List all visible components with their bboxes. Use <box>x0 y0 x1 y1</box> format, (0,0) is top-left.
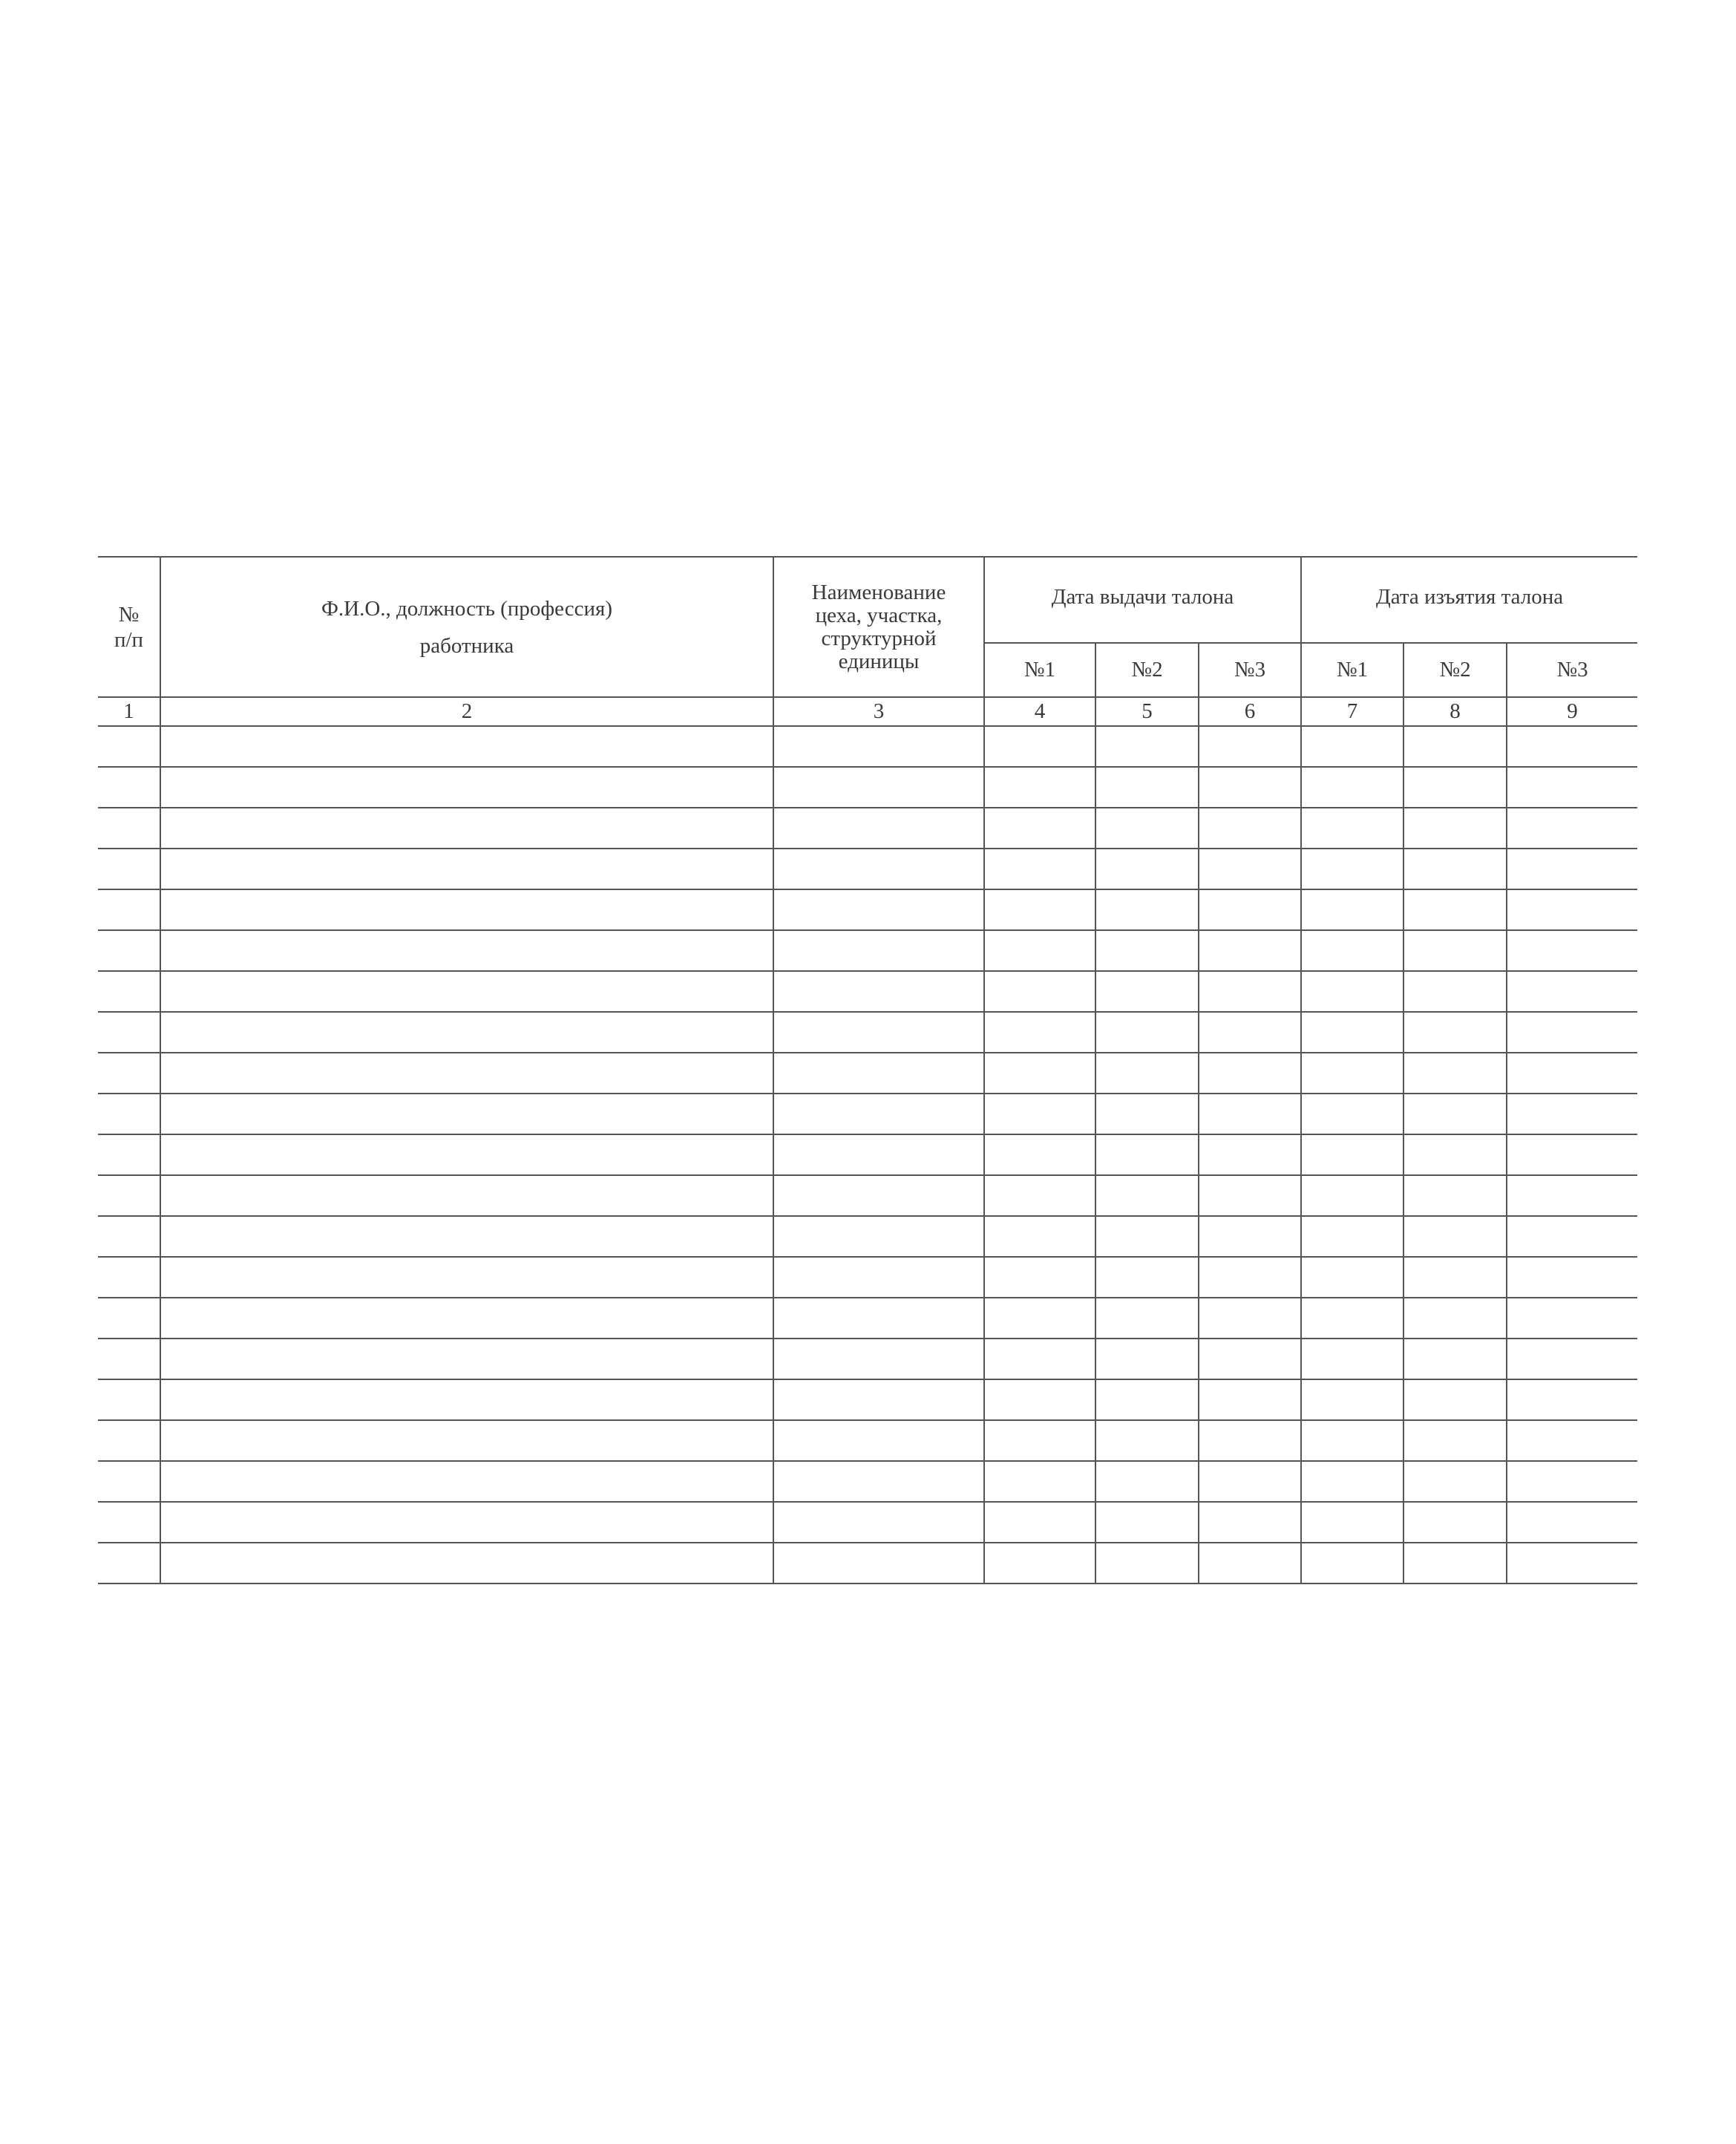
entry-cell[interactable] <box>1403 1339 1507 1379</box>
entry-cell[interactable] <box>773 1461 984 1502</box>
entry-cell[interactable] <box>1095 1216 1199 1257</box>
entry-cell[interactable] <box>1095 1502 1199 1543</box>
entry-cell[interactable] <box>1095 971 1199 1012</box>
entry-cell[interactable] <box>1199 1094 1301 1134</box>
entry-cell[interactable] <box>1403 1094 1507 1134</box>
entry-cell[interactable] <box>1301 1379 1403 1420</box>
entry-cell[interactable] <box>1095 849 1199 889</box>
entry-cell[interactable] <box>1301 1053 1403 1094</box>
talon-register-table <box>98 556 1637 1584</box>
entry-cell[interactable] <box>1095 889 1199 930</box>
header-issue-3: №3 <box>1199 643 1301 697</box>
table-row <box>98 1420 1637 1461</box>
entry-cell[interactable] <box>1403 1502 1507 1543</box>
entry-cell[interactable] <box>1507 1543 1637 1584</box>
entry-cell[interactable] <box>1301 849 1403 889</box>
header-unit-line4: единицы <box>838 649 920 673</box>
entry-cell[interactable] <box>1095 1339 1199 1379</box>
entry-cell[interactable] <box>1403 930 1507 971</box>
entry-cell[interactable] <box>984 1298 1095 1339</box>
header-withdraw-date-group <box>1301 557 1637 643</box>
column-number: 6 <box>1199 697 1301 726</box>
entry-cell[interactable] <box>1301 1298 1403 1339</box>
entry-cell[interactable] <box>1095 1420 1199 1461</box>
entry-cell[interactable] <box>1403 1012 1507 1053</box>
table-row <box>98 726 1637 767</box>
entry-cell[interactable] <box>1199 1134 1301 1175</box>
entry-cell[interactable] <box>984 1420 1095 1461</box>
entry-cell[interactable] <box>1199 1502 1301 1543</box>
entry-cell[interactable] <box>1301 1134 1403 1175</box>
table-row <box>98 971 1637 1012</box>
entry-cell[interactable] <box>1095 1053 1199 1094</box>
entry-cell[interactable] <box>1199 726 1301 767</box>
entry-cell[interactable] <box>1301 930 1403 971</box>
entry-cell[interactable] <box>98 1339 160 1379</box>
entry-cell[interactable] <box>773 1216 984 1257</box>
entry-cell[interactable] <box>1403 1420 1507 1461</box>
entry-cell[interactable] <box>160 930 773 971</box>
entry-cell[interactable] <box>1507 1502 1637 1543</box>
entry-cell[interactable] <box>1095 726 1199 767</box>
entry-cell[interactable] <box>1403 808 1507 849</box>
entry-cell[interactable] <box>1403 726 1507 767</box>
entry-cell[interactable] <box>98 889 160 930</box>
entry-cell[interactable] <box>1507 1134 1637 1175</box>
entry-cell[interactable] <box>773 1379 984 1420</box>
column-number: 1 <box>98 697 160 726</box>
entry-cell[interactable] <box>1199 1298 1301 1339</box>
entry-cell[interactable] <box>1507 1094 1637 1134</box>
entry-cell[interactable] <box>984 1094 1095 1134</box>
table-row <box>98 1134 1637 1175</box>
entry-cell[interactable] <box>1199 1420 1301 1461</box>
entry-cell[interactable] <box>98 1420 160 1461</box>
column-number: 2 <box>160 697 773 726</box>
entry-cell[interactable] <box>1403 1298 1507 1339</box>
entry-cell[interactable] <box>160 1053 773 1094</box>
entry-cell[interactable] <box>1199 1216 1301 1257</box>
column-number: 4 <box>984 697 1095 726</box>
entry-cell[interactable] <box>773 930 984 971</box>
entry-cell[interactable] <box>98 1175 160 1216</box>
header-row-number <box>98 557 160 697</box>
column-number-row <box>98 697 1637 726</box>
entry-cell[interactable] <box>1199 1012 1301 1053</box>
header-unit-line3: структурной <box>821 626 937 650</box>
entry-cell[interactable] <box>1403 1257 1507 1298</box>
entry-cell[interactable] <box>1507 1461 1637 1502</box>
entry-cell[interactable] <box>984 1257 1095 1298</box>
entry-cell[interactable] <box>98 849 160 889</box>
entry-cell[interactable] <box>1095 1461 1199 1502</box>
entry-cell[interactable] <box>1507 1012 1637 1053</box>
entry-cell[interactable] <box>1199 767 1301 808</box>
table-row <box>98 1543 1637 1584</box>
table-row <box>98 808 1637 849</box>
entry-cell[interactable] <box>160 1339 773 1379</box>
entry-cell[interactable] <box>1199 1175 1301 1216</box>
entry-cell[interactable] <box>1507 1379 1637 1420</box>
entry-cell[interactable] <box>160 849 773 889</box>
entry-cell[interactable] <box>1403 767 1507 808</box>
entry-cell[interactable] <box>984 971 1095 1012</box>
entry-cell[interactable] <box>984 1379 1095 1420</box>
entry-cell[interactable] <box>773 1257 984 1298</box>
header-number-abbrev: п/п <box>114 627 144 652</box>
entry-cell[interactable] <box>773 767 984 808</box>
column-number: 9 <box>1507 697 1637 726</box>
entry-cell[interactable] <box>1095 1175 1199 1216</box>
entry-cell[interactable] <box>98 1257 160 1298</box>
entry-cell[interactable] <box>98 1012 160 1053</box>
entry-cell[interactable] <box>160 1094 773 1134</box>
entry-cell[interactable] <box>1301 971 1403 1012</box>
header-withdraw-2: №2 <box>1403 643 1507 697</box>
entry-cell[interactable] <box>1301 1339 1403 1379</box>
entry-cell[interactable] <box>773 1339 984 1379</box>
entry-cell[interactable] <box>1507 1053 1637 1094</box>
table-row <box>98 1094 1637 1134</box>
entry-cell[interactable] <box>984 767 1095 808</box>
entry-cell[interactable] <box>1199 930 1301 971</box>
entry-cell[interactable] <box>984 1461 1095 1502</box>
entry-cell[interactable] <box>1095 1543 1199 1584</box>
entry-cell[interactable] <box>1507 1339 1637 1379</box>
entry-cell[interactable] <box>773 1502 984 1543</box>
table-row <box>98 1379 1637 1420</box>
entry-cell[interactable] <box>98 1502 160 1543</box>
entry-cell[interactable] <box>984 849 1095 889</box>
entry-cell[interactable] <box>160 1379 773 1420</box>
entry-cell[interactable] <box>1095 1298 1199 1339</box>
header-withdraw-1: №1 <box>1301 643 1403 697</box>
entry-cell[interactable] <box>984 930 1095 971</box>
entry-cell[interactable] <box>773 1094 984 1134</box>
entry-cell[interactable] <box>1199 1543 1301 1584</box>
entry-cell[interactable] <box>160 1216 773 1257</box>
entry-cell[interactable] <box>1199 889 1301 930</box>
entry-cell[interactable] <box>1199 971 1301 1012</box>
column-number: 8 <box>1403 697 1507 726</box>
entry-cell[interactable] <box>1095 767 1199 808</box>
column-number: 3 <box>773 697 984 726</box>
entry-cell[interactable] <box>98 726 160 767</box>
entry-cell[interactable] <box>1403 1134 1507 1175</box>
header-fio <box>160 557 773 697</box>
entry-cell[interactable] <box>160 1420 773 1461</box>
entry-cell[interactable] <box>984 1053 1095 1094</box>
entry-cell[interactable] <box>984 889 1095 930</box>
entry-cell[interactable] <box>160 1257 773 1298</box>
header-unit-line1: Наименование <box>811 580 946 604</box>
entry-cell[interactable] <box>984 1502 1095 1543</box>
entry-cell[interactable] <box>773 1543 984 1584</box>
entry-cell[interactable] <box>160 1461 773 1502</box>
header-issue-1: №1 <box>984 643 1095 697</box>
entry-cell[interactable] <box>1095 1134 1199 1175</box>
header-issue-2: №2 <box>1095 643 1199 697</box>
entry-cell[interactable] <box>984 1543 1095 1584</box>
entry-cell[interactable] <box>98 767 160 808</box>
entry-cell[interactable] <box>984 1012 1095 1053</box>
entry-cell[interactable] <box>1301 1094 1403 1134</box>
entry-cell[interactable] <box>1507 808 1637 849</box>
entry-cell[interactable] <box>773 971 984 1012</box>
entry-cell[interactable] <box>1301 889 1403 930</box>
entry-cell[interactable] <box>1403 971 1507 1012</box>
entry-cell[interactable] <box>160 889 773 930</box>
table-row <box>98 1012 1637 1053</box>
entry-cell[interactable] <box>984 1175 1095 1216</box>
entry-cell[interactable] <box>1301 1420 1403 1461</box>
entry-cell[interactable] <box>1403 1175 1507 1216</box>
entry-cell[interactable] <box>160 1298 773 1339</box>
entry-cell[interactable] <box>773 849 984 889</box>
entry-cell[interactable] <box>1403 1543 1507 1584</box>
entry-cell[interactable] <box>1507 889 1637 930</box>
entry-cell[interactable] <box>773 726 984 767</box>
header-fio-line2: работника <box>419 633 514 658</box>
header-withdraw-date-label: Дата изъятия талона <box>1375 584 1564 609</box>
entry-cell[interactable] <box>1507 1216 1637 1257</box>
entry-cell[interactable] <box>98 1134 160 1175</box>
entry-cell[interactable] <box>1507 767 1637 808</box>
entry-cell[interactable] <box>984 1216 1095 1257</box>
entry-cell[interactable] <box>160 767 773 808</box>
header-row <box>98 557 1637 643</box>
table-row <box>98 930 1637 971</box>
entry-cell[interactable] <box>1403 1461 1507 1502</box>
entry-cell[interactable] <box>1403 1379 1507 1420</box>
entry-cell[interactable] <box>160 1502 773 1543</box>
entry-cell[interactable] <box>160 1543 773 1584</box>
column-number: 5 <box>1095 697 1199 726</box>
entry-cell[interactable] <box>773 1175 984 1216</box>
entry-cell[interactable] <box>1095 1379 1199 1420</box>
entry-cell[interactable] <box>98 1094 160 1134</box>
entry-cell[interactable] <box>773 808 984 849</box>
table-row <box>98 849 1637 889</box>
header-withdraw-3: №3 <box>1507 643 1637 697</box>
header-unit-line2: цеха, участка, <box>815 603 943 627</box>
table-row <box>98 1339 1637 1379</box>
entry-cell[interactable] <box>773 1053 984 1094</box>
table-row <box>98 767 1637 808</box>
entry-cell[interactable] <box>98 1298 160 1339</box>
entry-cell[interactable] <box>1199 1339 1301 1379</box>
entry-cell[interactable] <box>1301 1012 1403 1053</box>
table-row <box>98 1257 1637 1298</box>
entry-cell[interactable] <box>1199 1053 1301 1094</box>
entry-cell[interactable] <box>773 1298 984 1339</box>
table-row <box>98 889 1637 930</box>
entry-cell[interactable] <box>773 889 984 930</box>
entry-cell[interactable] <box>1095 808 1199 849</box>
entry-cell[interactable] <box>984 1339 1095 1379</box>
header-issue-date-group <box>984 557 1301 643</box>
entry-cell[interactable] <box>1301 1216 1403 1257</box>
entry-cell[interactable] <box>98 971 160 1012</box>
entry-cell[interactable] <box>1199 1461 1301 1502</box>
entry-cell[interactable] <box>160 1012 773 1053</box>
entry-cell[interactable] <box>160 1134 773 1175</box>
entry-cell[interactable] <box>1403 889 1507 930</box>
header-number-symbol: № <box>118 602 140 627</box>
entry-cell[interactable] <box>1507 1257 1637 1298</box>
entry-cell[interactable] <box>1301 1461 1403 1502</box>
entry-cell[interactable] <box>98 1379 160 1420</box>
table-row <box>98 1175 1637 1216</box>
table-row <box>98 1216 1637 1257</box>
column-number: 7 <box>1301 697 1403 726</box>
entry-cell[interactable] <box>773 1420 984 1461</box>
entry-cell[interactable] <box>1095 1012 1199 1053</box>
entry-cell[interactable] <box>1301 1257 1403 1298</box>
entry-cell[interactable] <box>1507 1298 1637 1339</box>
entry-cell[interactable] <box>1095 930 1199 971</box>
entry-cell[interactable] <box>1507 726 1637 767</box>
entry-cell[interactable] <box>1301 726 1403 767</box>
header-fio-line1: Ф.И.О., должность (профессия) <box>321 596 612 621</box>
entry-cell[interactable] <box>98 1216 160 1257</box>
entry-cell[interactable] <box>1507 1175 1637 1216</box>
entry-cell[interactable] <box>1301 1502 1403 1543</box>
entry-cell[interactable] <box>1507 1420 1637 1461</box>
entry-cell[interactable] <box>160 971 773 1012</box>
entry-cell[interactable] <box>1095 1094 1199 1134</box>
entry-cell[interactable] <box>1199 1379 1301 1420</box>
entry-cell[interactable] <box>98 1461 160 1502</box>
entry-cell[interactable] <box>98 1053 160 1094</box>
entry-cell[interactable] <box>1301 808 1403 849</box>
entry-cell[interactable] <box>984 808 1095 849</box>
entry-cell[interactable] <box>1301 767 1403 808</box>
entry-cell[interactable] <box>1199 1257 1301 1298</box>
entry-cell[interactable] <box>1095 1257 1199 1298</box>
entry-cell[interactable] <box>1301 1175 1403 1216</box>
entry-cell[interactable] <box>984 1134 1095 1175</box>
entry-cell[interactable] <box>1199 849 1301 889</box>
entry-cell[interactable] <box>984 726 1095 767</box>
entry-cell[interactable] <box>1507 971 1637 1012</box>
entry-cell[interactable] <box>1507 849 1637 889</box>
table-row <box>98 1053 1637 1094</box>
header-unit <box>773 557 984 697</box>
entry-cell[interactable] <box>98 1543 160 1584</box>
header-issue-date-label: Дата выдачи талона <box>1051 584 1234 609</box>
entry-cell[interactable] <box>1507 930 1637 971</box>
table-row <box>98 1461 1637 1502</box>
entry-cell[interactable] <box>773 1012 984 1053</box>
table-row <box>98 1502 1637 1543</box>
table-row <box>98 1298 1637 1339</box>
entry-cell[interactable] <box>1301 1543 1403 1584</box>
entry-cell[interactable] <box>1403 849 1507 889</box>
entry-cell[interactable] <box>160 1175 773 1216</box>
entry-cell[interactable] <box>98 808 160 849</box>
entry-cell[interactable] <box>1199 808 1301 849</box>
entry-cell[interactable] <box>773 1134 984 1175</box>
entry-cell[interactable] <box>160 726 773 767</box>
entry-cell[interactable] <box>160 808 773 849</box>
entry-cell[interactable] <box>1403 1053 1507 1094</box>
entry-cell[interactable] <box>1403 1216 1507 1257</box>
entry-cell[interactable] <box>98 930 160 971</box>
